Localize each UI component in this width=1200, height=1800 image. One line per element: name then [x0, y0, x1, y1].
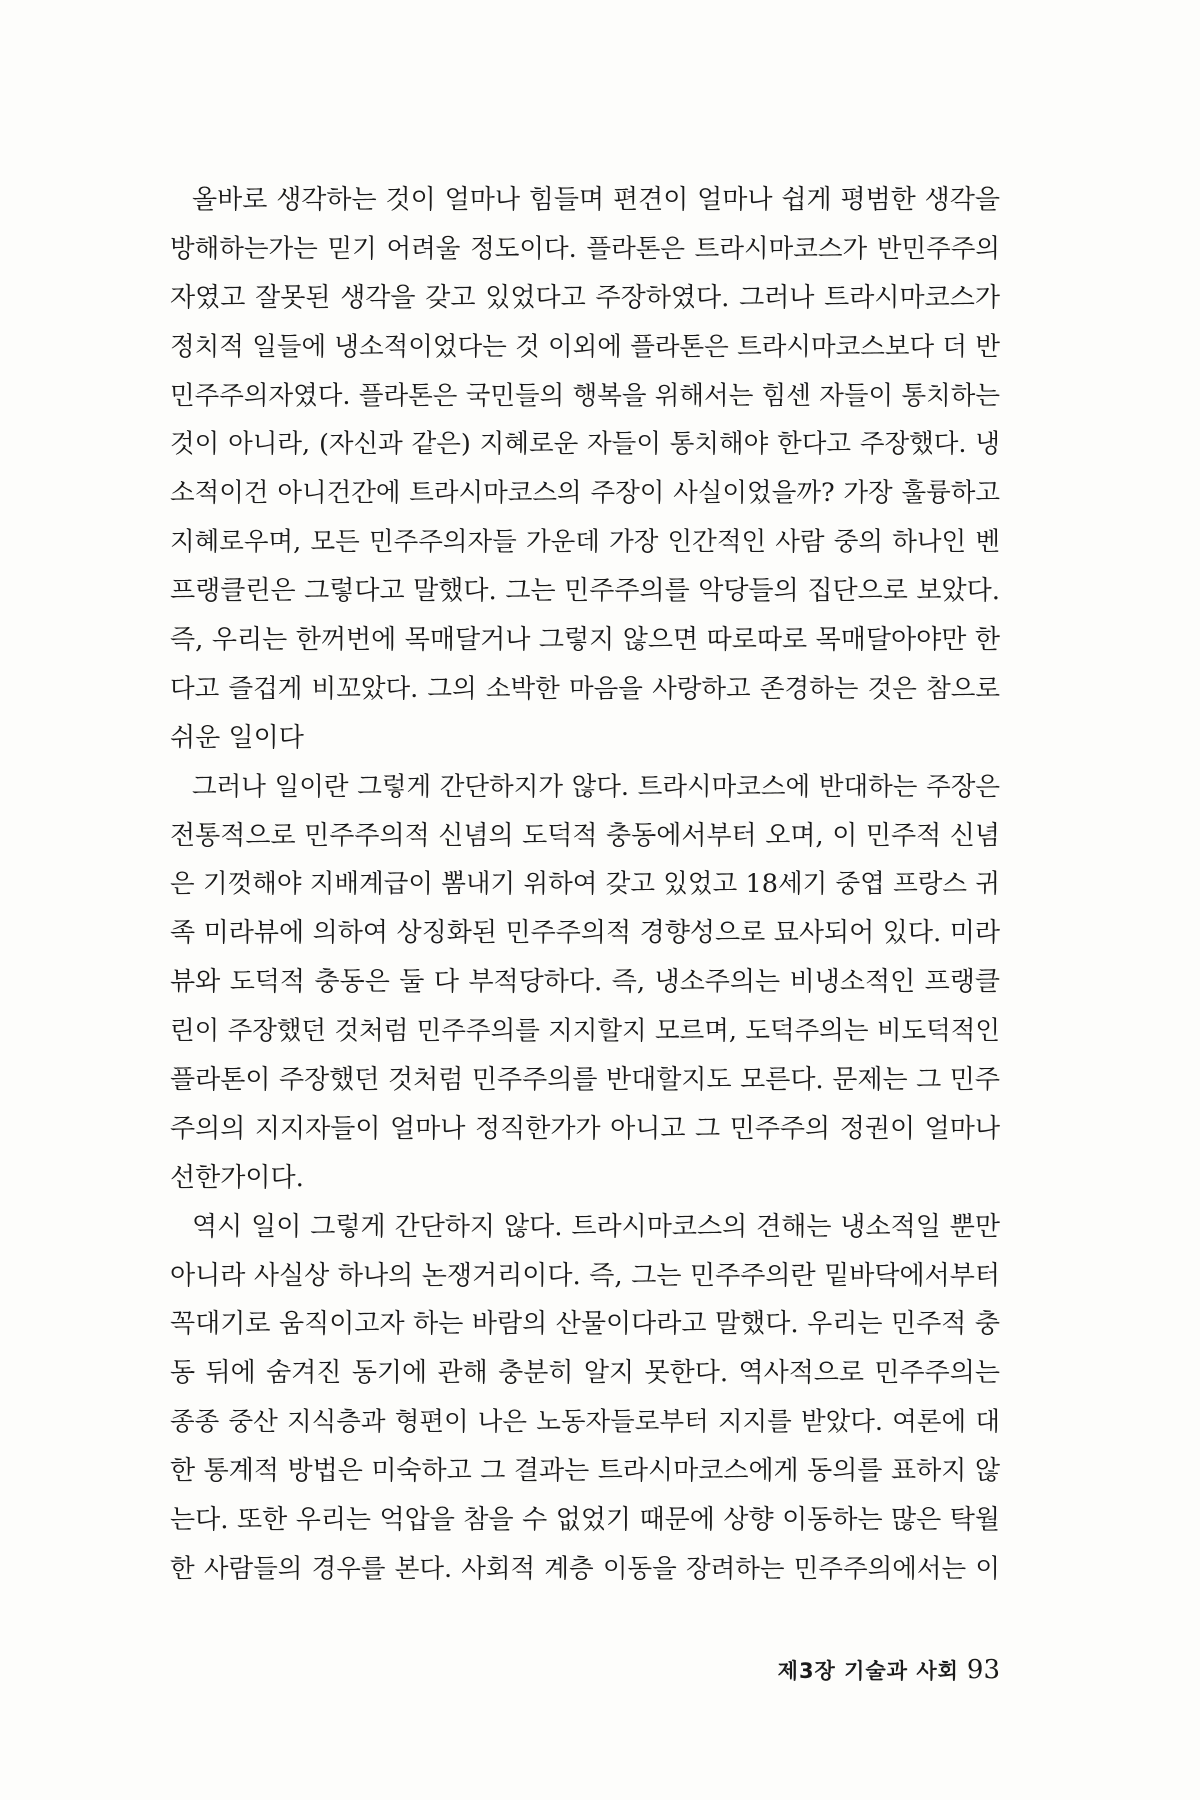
text-line: 뷰와 도덕적 충동은 둘 다 부적당하다. 즉, 냉소주의는 비냉소적인 프랭클	[170, 967, 1000, 998]
text-line: 한 사람들의 경우를 본다. 사회적 계층 이동을 장려하는 민주주의에서는 이	[170, 1553, 1000, 1584]
chapter-title: 제3장 기술과 사회	[777, 1659, 959, 1683]
text-line: 쉬운 일이다	[170, 722, 304, 753]
text-line: 선한가이다.	[170, 1162, 304, 1193]
text-line: 소적이건 아니건간에 트라시마코스의 주장이 사실이었을까? 가장 훌륭하고	[170, 478, 1000, 509]
page-footer	[700, 1650, 1000, 1690]
text-line: 올바로 생각하는 것이 얼마나 힘들며 편견이 얼마나 쉽게 평범한 생각을	[192, 185, 1000, 215]
text-line: 그러나 일이란 그렇게 간단하지가 않다. 트라시마코스에 반대하는 주장은	[192, 771, 1000, 802]
text-line: 즉, 우리는 한꺼번에 목매달거나 그렇지 않으면 따로따로 목매달아야만 한	[170, 625, 1000, 656]
text-line: 다고 즐겁게 비꼬았다. 그의 소박한 마음을 사랑하고 존경하는 것은 참으로	[170, 673, 1000, 704]
text-line: 주의의 지지자들이 얼마나 정직한가가 아니고 그 민주주의 정권이 얼마나	[170, 1113, 1000, 1144]
text-line: 한 통계적 방법은 미숙하고 그 결과는 트라시마코스에게 동의를 표하지 않	[170, 1456, 1000, 1487]
text-line: 족 미라뷰에 의하여 상징화된 민주주의적 경향성으로 묘사되어 있다. 미라	[170, 918, 1000, 949]
paragraph-3	[170, 1203, 1000, 1594]
text-line: 종종 중산 지식층과 형편이 나은 노동자들로부터 지지를 받았다. 여론에 대	[170, 1407, 1000, 1438]
text-line: 는다. 또한 우리는 억압을 참을 수 없었기 때문에 상향 이동하는 많은 탁월	[170, 1505, 1000, 1536]
text-line: 동 뒤에 숨겨진 동기에 관해 충분히 알지 못한다. 역사적으로 민주주의는	[170, 1358, 1000, 1389]
text-line: 역시 일이 그렇게 간단하지 않다. 트라시마코스의 견해는 냉소적일 뿐만	[192, 1211, 1000, 1242]
text-line: 자였고 잘못된 생각을 갖고 있었다고 주장하였다. 그러나 트라시마코스가	[170, 282, 1000, 313]
text-line: 린이 주장했던 것처럼 민주주의를 지지할지 모르며, 도덕주의는 비도덕적인	[170, 1016, 1000, 1047]
text-line: 민주주의자였다. 플라톤은 국민들의 행복을 위해서는 힘센 자들이 통치하는	[170, 380, 1000, 411]
text-line: 정치적 일들에 냉소적이었다는 것 이외에 플라톤은 트라시마코스보다 더 반	[170, 331, 1000, 362]
text-line: 지혜로우며, 모든 민주주의자들 가운데 가장 인간적인 사람 중의 하나인 벤	[170, 527, 1000, 558]
paragraph-1	[170, 176, 1000, 763]
text-line: 플라톤이 주장했던 것처럼 민주주의를 반대할지도 모른다. 문제는 그 민주	[170, 1065, 1000, 1096]
text-line: 프랭클린은 그렇다고 말했다. 그는 민주주의를 악당들의 집단으로 보았다.	[170, 576, 1000, 607]
paragraph-2	[170, 763, 1000, 1203]
text-line: 방해하는가는 믿기 어려울 정도이다. 플라톤은 트라시마코스가 반민주주의	[170, 233, 1000, 264]
text-line: 꼭대기로 움직이고자 하는 바람의 산물이다라고 말했다. 우리는 민주적 충	[170, 1309, 1000, 1340]
text-line: 아니라 사실상 하나의 논쟁거리이다. 즉, 그는 민주주의란 밑바닥에서부터	[170, 1260, 1000, 1291]
text-line: 것이 아니라, (자신과 같은) 지혜로운 자들이 통치해야 한다고 주장했다. 냉	[170, 429, 1000, 460]
body-text	[170, 176, 1000, 1594]
text-line: 은 기껏해야 지배계급이 뽐내기 위하여 갖고 있었고 18세기 중엽 프랑스 귀	[170, 869, 1000, 900]
text-line: 전통적으로 민주주의적 신념의 도덕적 충동에서부터 오며, 이 민주적 신념	[170, 820, 1000, 851]
page-number: 93	[966, 1655, 1000, 1685]
